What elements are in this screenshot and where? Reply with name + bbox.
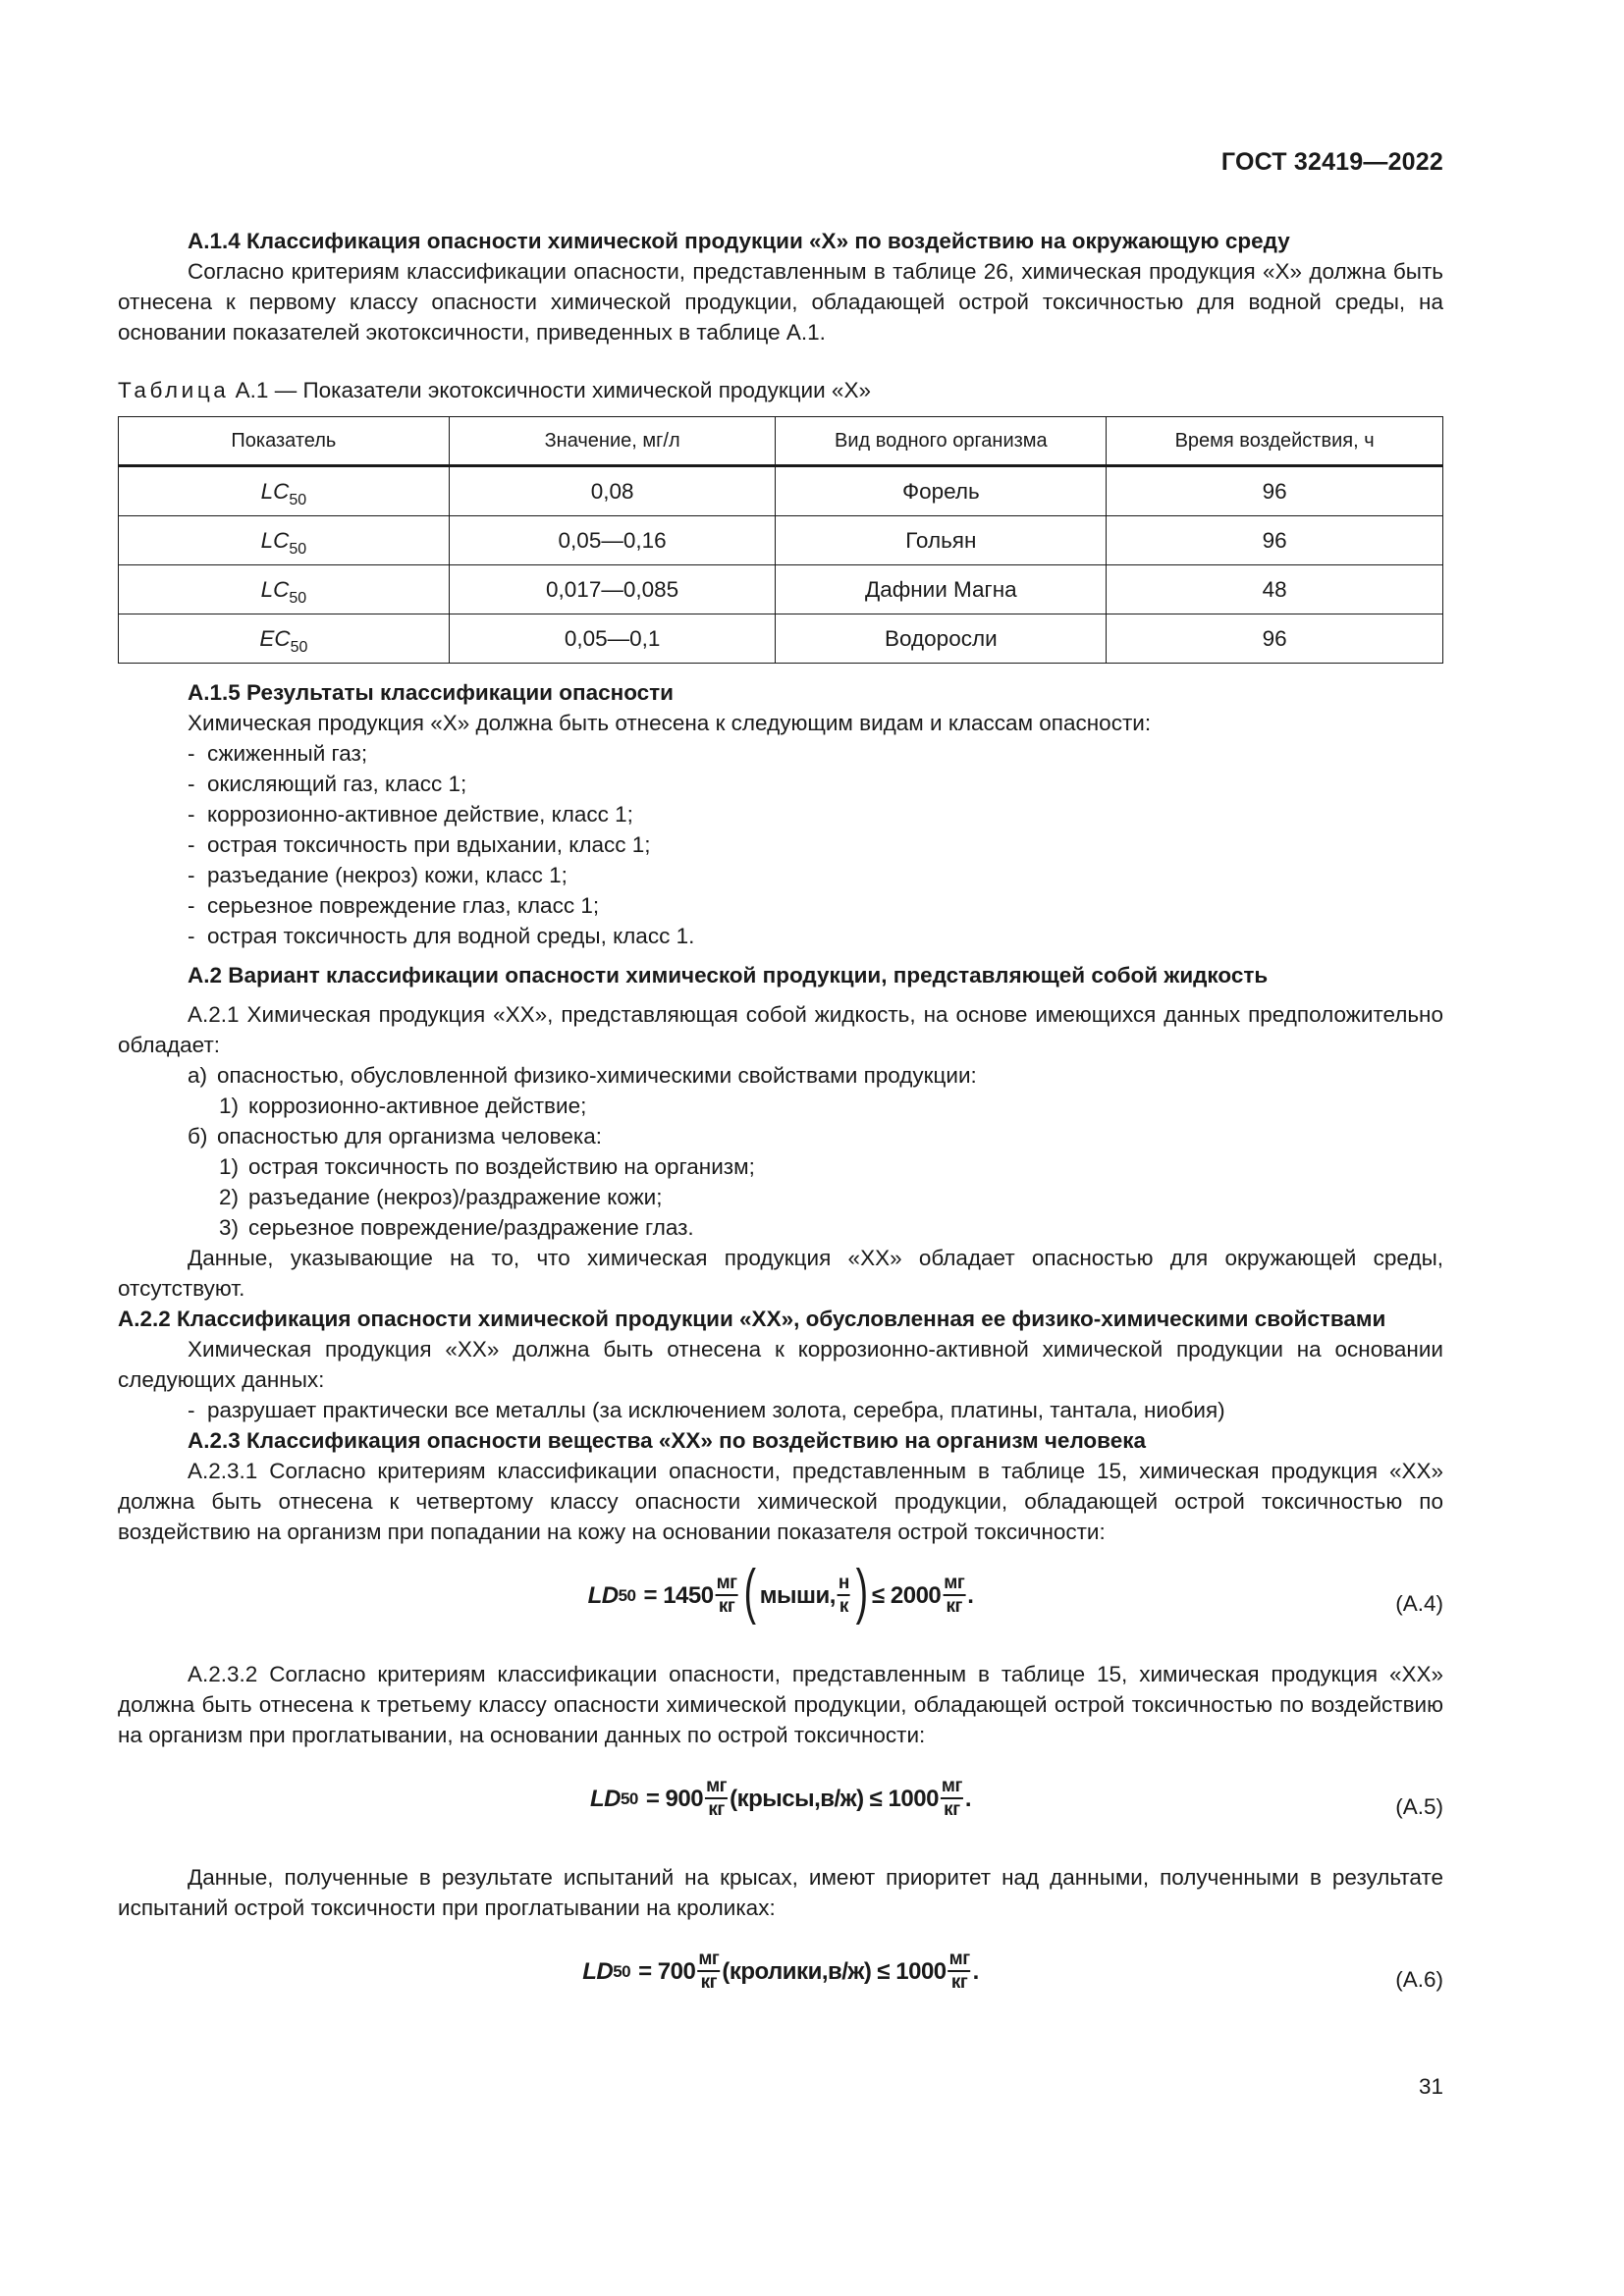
page-content: [118, 226, 1443, 2035]
list-dash: -: [188, 832, 195, 857]
unit-fraction: [943, 1573, 965, 1618]
paragraph-a15-intro: Химическая продукция «Х» должна быть отнесена к следующим видам и классам опасности:: [188, 711, 1152, 735]
fraction-denominator: кг: [946, 1596, 962, 1617]
list-item-b: [118, 1121, 1443, 1151]
list-subitem: [118, 1091, 1443, 1121]
list-item-text: серьезное повреждение глаз, класс 1;: [207, 893, 600, 918]
indicator-symbol: LC: [260, 528, 290, 553]
paragraph-a21-env: Данные, указывающие на то, что химическая продукция «ХХ» обладает опасностью для окружающей среды, отсутствуют.: [118, 1246, 1443, 1301]
column-header-indicator: Показатель: [119, 417, 450, 466]
cell-indicator: [119, 466, 450, 516]
formula-value: = 900: [645, 1785, 704, 1812]
unit-fraction: [941, 1776, 963, 1821]
table-row: [119, 565, 1443, 614]
fraction-numerator: мг: [697, 1949, 720, 1972]
section-heading-a22: А.2.2 Классификация опасности химической продукции «ХХ», обусловленная ее физико-химическими свойствами: [118, 1307, 1386, 1331]
cell-organism: Водоросли: [776, 614, 1107, 664]
formula-value: = 700: [638, 1957, 696, 1985]
cell-time: 48: [1107, 565, 1443, 614]
column-header-organism: Вид водного организма: [776, 417, 1107, 466]
formula-expression: [587, 1558, 974, 1626]
table-header-row: [119, 417, 1443, 466]
list-item: [118, 829, 1443, 860]
section-heading-a14: А.1.4 Классификация опасности химической продукции «Х» по воздействию на окружающую среду: [188, 229, 1290, 253]
cell-time: 96: [1107, 516, 1443, 565]
cell-time: 96: [1107, 614, 1443, 664]
unit-fraction: [716, 1573, 738, 1618]
formula-period: .: [967, 1581, 974, 1609]
list-item: [118, 769, 1443, 799]
section-heading-a2: А.2 Вариант классификации опасности химической продукции, представляющей собой жидкость: [188, 963, 1269, 988]
fraction-denominator: кг: [950, 1972, 968, 1993]
ecotoxicity-table: [118, 416, 1443, 664]
unit-fraction: [948, 1949, 971, 1994]
fraction-numerator: мг: [941, 1776, 963, 1799]
indicator-subscript: 50: [289, 590, 307, 607]
formula-label: (А.5): [1395, 1794, 1443, 1819]
table-caption-word: Таблица: [118, 378, 230, 402]
formula-lhs: LD: [587, 1581, 619, 1609]
unit-fraction: [705, 1776, 728, 1821]
section-heading-a15: А.1.5 Результаты классификации опасности: [188, 680, 674, 705]
list-item-text: опасностью для организма человека:: [217, 1124, 602, 1148]
list-item: [118, 921, 1443, 951]
list-item-text: серьезное повреждение/раздражение глаз.: [248, 1215, 694, 1240]
fraction-numerator: мг: [943, 1573, 965, 1596]
list-dash: -: [188, 863, 195, 887]
list-subitem: [118, 1212, 1443, 1243]
indicator-symbol: EC: [259, 626, 291, 651]
fraction-denominator: к: [839, 1596, 848, 1617]
list-item-text: коррозионно-активное действие;: [248, 1094, 587, 1118]
table-row: [119, 466, 1443, 516]
formula-expression: [590, 1776, 971, 1821]
fraction-numerator: мг: [705, 1776, 728, 1799]
fraction-denominator: кг: [700, 1972, 718, 1993]
formula-a6: [118, 1941, 1443, 2035]
list-marker: а): [188, 1063, 208, 1088]
list-marker: 1): [219, 1154, 240, 1179]
table-caption-text: А.1 — Показатели экотоксичности химической продукции «Х»: [229, 378, 871, 402]
cell-value: 0,05—0,16: [449, 516, 776, 565]
formula-a4: [118, 1558, 1443, 1659]
list-marker: б): [188, 1124, 208, 1148]
cell-value: 0,05—0,1: [449, 614, 776, 664]
formula-lhs-subscript: 50: [613, 1961, 631, 1981]
list-item: [118, 1395, 1443, 1425]
indicator-subscript: 50: [289, 492, 307, 508]
list-item-text: окисляющий газ, класс 1;: [207, 772, 467, 796]
indicator-subscript: 50: [290, 639, 308, 656]
formula-a5: [118, 1768, 1443, 1862]
document-code: ГОСТ 32419—2022: [1220, 148, 1443, 176]
list-marker: 1): [219, 1094, 240, 1118]
cell-indicator: [119, 614, 450, 664]
cell-indicator: [119, 565, 450, 614]
list-item-text: острая токсичность по воздействию на организм;: [248, 1154, 755, 1179]
list-item-a: [118, 1060, 1443, 1091]
list-item: [118, 890, 1443, 921]
indicator-subscript: 50: [289, 541, 307, 558]
list-dash: -: [188, 893, 195, 918]
list-dash: -: [188, 741, 195, 766]
formula-lhs: LD: [582, 1957, 614, 1985]
table-row: [119, 516, 1443, 565]
formula-condition: (кролики,в/ж): [722, 1957, 872, 1985]
formula-period: .: [964, 1785, 972, 1812]
formula-condition: (крысы,в/ж): [730, 1785, 864, 1812]
list-dash: -: [188, 772, 195, 796]
list-marker: 2): [219, 1185, 240, 1209]
cell-value: 0,017—0,085: [449, 565, 776, 614]
cell-time: 96: [1107, 466, 1443, 516]
paragraph-a21: А.2.1 Химическая продукция «ХХ», представляющая собой жидкость, на основе имеющихся данных предположительно обладает:: [118, 1002, 1443, 1057]
cell-organism: Форель: [776, 466, 1107, 516]
section-heading-a23: А.2.3 Классификация опасности вещества «ХХ» по воздействию на организм человека: [188, 1428, 1147, 1453]
list-marker: 3): [219, 1215, 240, 1240]
list-item: [118, 738, 1443, 769]
list-item: [118, 860, 1443, 890]
list-item-text: разъедание (некроз)/раздражение кожи;: [248, 1185, 663, 1209]
formula-period: .: [972, 1957, 979, 1985]
list-item-text: разъедание (некроз) кожи, класс 1;: [207, 863, 568, 887]
list-dash: -: [188, 802, 195, 827]
fraction-denominator: кг: [944, 1799, 960, 1820]
paragraph-a22: Химическая продукция «ХХ» должна быть отнесена к коррозионно-активной химической продукции на основании следующих данных:: [118, 1337, 1443, 1392]
paragraph-a14: Согласно критериям классификации опасности, представленным в таблице 26, химическая продукция «Х» должна быть отнесена к первому классу опасности химической продукции, обладающей острой токсичностью для водной среды, на основании показателей экотоксичности, приведенных в таблице А.1.: [118, 259, 1443, 345]
indicator-symbol: LC: [260, 479, 290, 504]
formula-label: (А.6): [1395, 1967, 1443, 1992]
formula-lhs-subscript: 50: [618, 1585, 636, 1605]
cell-organism: Гольян: [776, 516, 1107, 565]
column-header-value: Значение, мг/л: [449, 417, 776, 466]
formula-limit: ≤ 1000: [877, 1957, 947, 1985]
fraction-numerator: мг: [716, 1573, 738, 1596]
hazard-class-list: [118, 738, 1443, 951]
fraction-numerator: мг: [948, 1949, 971, 1972]
table-row: [119, 614, 1443, 664]
cell-indicator: [119, 516, 450, 565]
formula-label: (А.4): [1395, 1591, 1443, 1616]
list-item-text: острая токсичность для водной среды, класс 1.: [207, 924, 695, 948]
fraction-numerator: н: [838, 1573, 850, 1596]
list-subitem: [118, 1182, 1443, 1212]
list-item: [118, 799, 1443, 829]
formula-species: мыши,: [759, 1581, 836, 1609]
indicator-symbol: LC: [260, 577, 290, 602]
list-item-text: коррозионно-активное действие, класс 1;: [207, 802, 633, 827]
formula-lhs: LD: [589, 1785, 621, 1812]
page-number: 31: [1418, 2074, 1443, 2099]
table-caption: [118, 375, 1443, 405]
formula-lhs-subscript: 50: [620, 1789, 638, 1808]
formula-limit: ≤ 1000: [869, 1785, 939, 1812]
fraction-denominator: кг: [708, 1799, 725, 1820]
list-item-text: острая токсичность при вдыхании, класс 1;: [207, 832, 651, 857]
formula-value: = 1450: [643, 1581, 714, 1609]
list-item-text: сжиженный газ;: [207, 741, 368, 766]
fraction-denominator: кг: [718, 1596, 735, 1617]
paragraph-a232-priority: Данные, полученные в результате испытаний на крысах, имеют приоритет над данными, полученными в результате испытаний острой токсичности при проглатывании на кроликах:: [118, 1865, 1443, 1920]
formula-expression: [582, 1949, 979, 1994]
paragraph-a231: А.2.3.1 Согласно критериям классификации опасности, представленным в таблице 15, химическая продукция «ХХ» должна быть отнесена к четвертому классу опасности химической продукции, обладающей острой токсичностью по воздействию на организм при попадании на кожу на основании показателя острой токсичности:: [118, 1459, 1443, 1544]
list-item-text: опасностью, обусловленной физико-химическими свойствами продукции:: [217, 1063, 977, 1088]
cell-value: 0,08: [449, 466, 776, 516]
unit-fraction: [697, 1949, 720, 1994]
close-bracket: ): [855, 1558, 869, 1626]
list-dash: -: [188, 1398, 195, 1422]
open-bracket: (: [743, 1558, 756, 1626]
paragraph-a232: А.2.3.2 Согласно критериям классификации опасности, представленным в таблице 15, химическая продукция «ХХ» должна быть отнесена к третьему классу опасности химической продукции, обладающей острой токсичностью по воздействию на организм при проглатывании, на основании данных по острой токсичности:: [118, 1662, 1443, 1747]
formula-limit: ≤ 2000: [872, 1581, 942, 1609]
list-dash: -: [188, 924, 195, 948]
list-subitem: [118, 1151, 1443, 1182]
list-item-text: разрушает практически все металлы (за исключением золота, серебра, платины, тантала, ниобия): [207, 1398, 1225, 1422]
column-header-time: Время воздействия, ч: [1107, 417, 1443, 466]
cell-organism: Дафнии Магна: [776, 565, 1107, 614]
species-fraction: [838, 1573, 850, 1618]
